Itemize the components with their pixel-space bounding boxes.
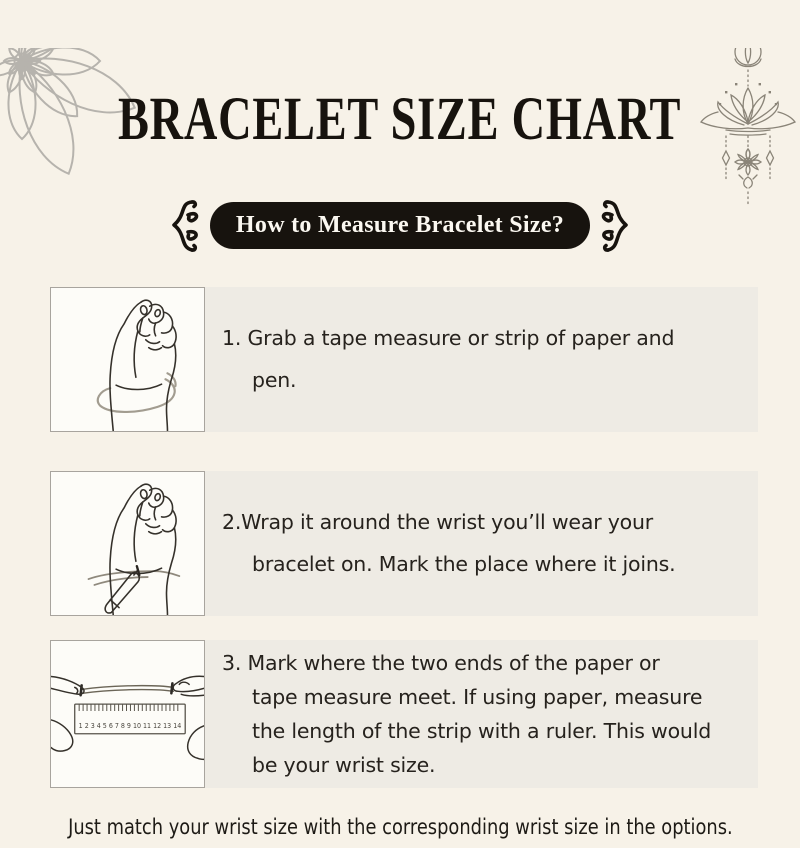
flourish-right-icon — [600, 198, 637, 254]
step2-text — [205, 501, 675, 585]
lotus-hanging-ornament-icon — [698, 48, 798, 213]
step-row-2 — [50, 471, 758, 616]
step3-text — [205, 646, 711, 782]
badge-row — [0, 198, 800, 254]
steps-list — [50, 287, 758, 788]
step1-line2: pen. — [252, 368, 297, 393]
step3-illustration — [50, 640, 205, 788]
step1-line1: 1. Grab a tape measure or strip of paper and — [222, 326, 675, 351]
hand-fist-tape-loop-icon — [51, 288, 204, 431]
step1-text — [205, 317, 674, 401]
bracelet-size-chart-page — [0, 48, 800, 840]
flourish-left-icon — [163, 198, 200, 254]
step1-illustration — [50, 287, 205, 432]
ruler-numbers: 1 2 3 4 5 6 7 8 9 10 11 12 13 14 — [78, 721, 182, 730]
step2-illustration — [50, 471, 205, 616]
step-row-1 — [50, 287, 758, 432]
page-title: BRACELET SIZE CHART — [118, 85, 682, 153]
step2-line2: bracelet on. Mark the place where it joins. — [252, 552, 676, 577]
step3-line2: tape measure meet. If using paper, measure — [252, 684, 703, 709]
how-to-measure-badge: How to Measure Bracelet Size? — [210, 202, 590, 249]
step3-line4: be your wrist size. — [252, 752, 436, 777]
step3-line3: the length of the strip with a ruler. This would — [252, 718, 712, 743]
step2-line1: 2.Wrap it around the wrist you’ll wear your — [222, 510, 654, 535]
step-row-3 — [50, 640, 758, 788]
step3-line1: 3. Mark where the two ends of the paper or — [222, 650, 660, 675]
hand-pen-marking-wrist-icon — [51, 472, 204, 615]
hands-ruler-strip-icon — [51, 641, 204, 787]
footer-note: Just match your wrist size with the corresponding wrist size in the options. — [68, 814, 733, 840]
